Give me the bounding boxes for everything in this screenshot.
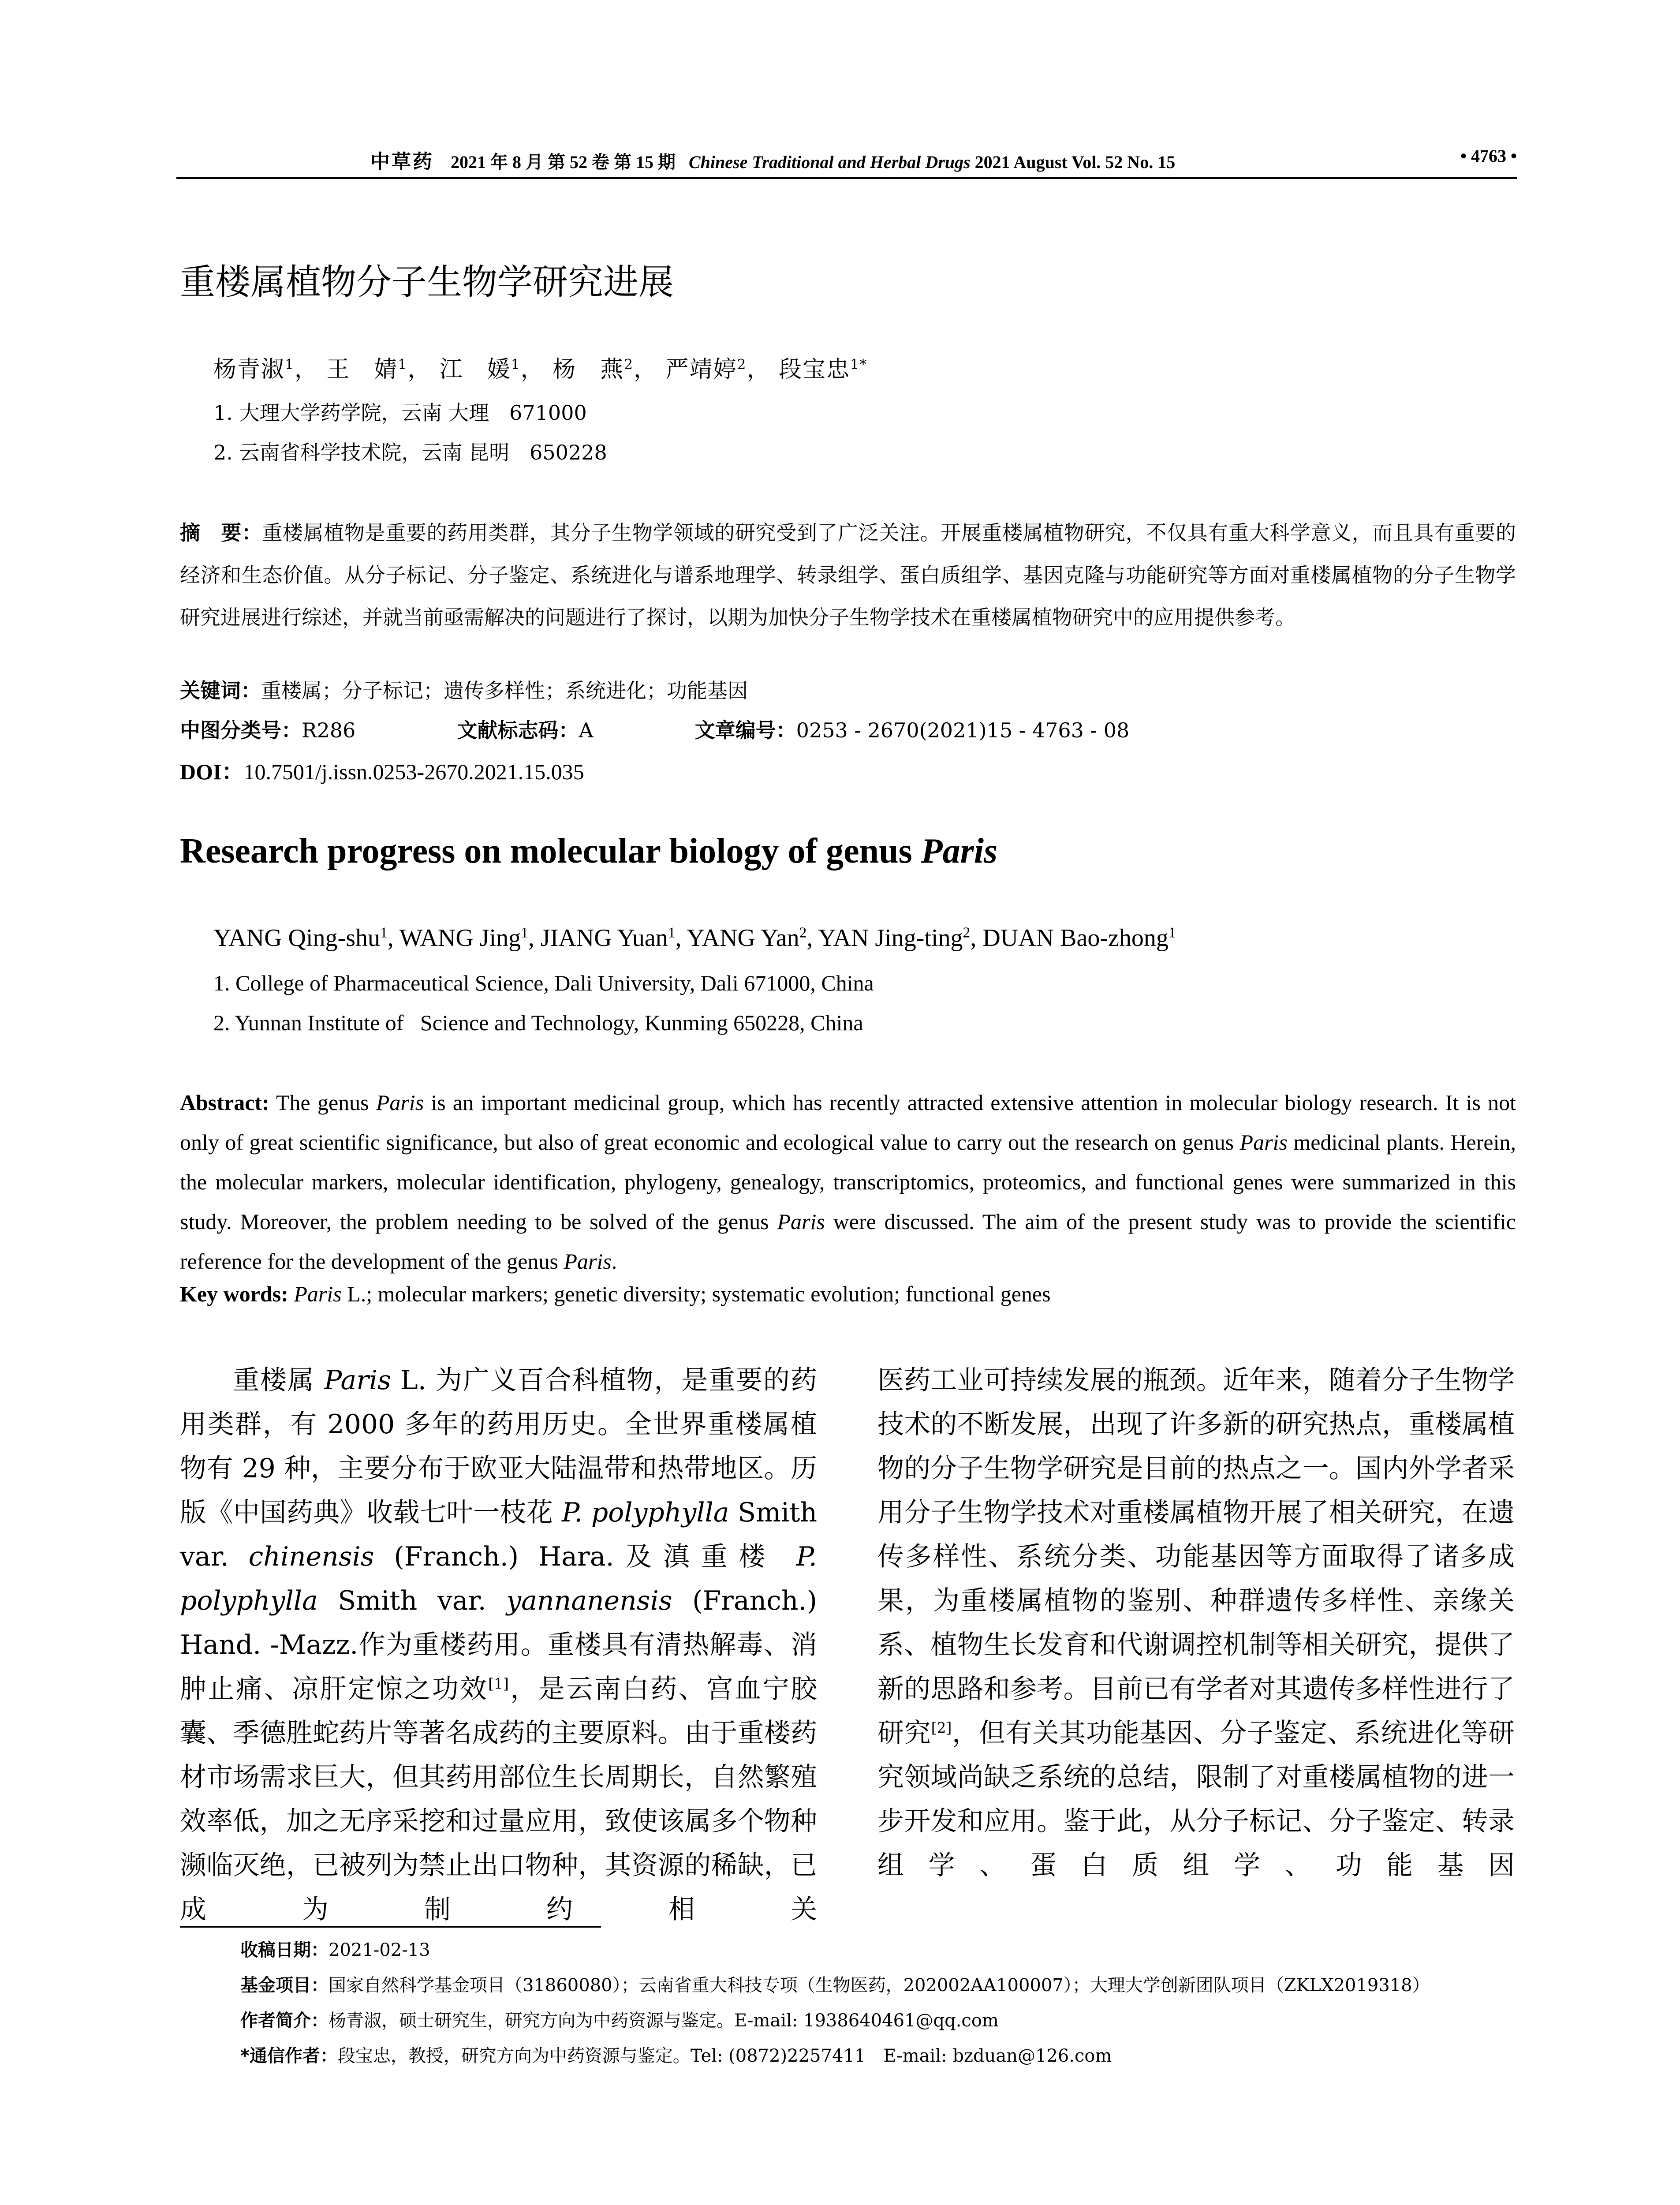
- variety-name: chinensis: [248, 1541, 374, 1572]
- affiliation-en-1: 1. College of Pharmaceutical Science, Dali University, Dali 671000, China: [213, 971, 874, 995]
- genus-name: Paris: [294, 1282, 342, 1306]
- classification-line: [180, 714, 1129, 744]
- author-affil-mark: 2: [624, 356, 634, 373]
- title-en-main: Research progress on molecular biology of genus: [180, 832, 921, 871]
- author-affil-mark: 1: [521, 924, 528, 941]
- body-column-right: [877, 1358, 1515, 1887]
- author-affil-mark: 1: [1168, 924, 1176, 941]
- body-column-left: [180, 1358, 817, 1932]
- author-name: JIANG Yuan: [540, 924, 668, 952]
- author-name: 王 婧: [326, 356, 398, 383]
- doi-link[interactable]: 10.7501/j.issn.0253-2670.2021.15.035: [243, 759, 584, 784]
- abstract-text-en: were discussed. The aim of the present study was to provide the scientific reference for the development of the genus: [180, 1209, 1516, 1274]
- author-name: 严靖婷: [665, 356, 737, 383]
- genus-name: Paris: [1239, 1130, 1288, 1155]
- abstract-text-en: The genus: [269, 1090, 376, 1115]
- footnote-label: *通信作者：: [240, 2046, 338, 2066]
- body-text: (Franch.) Hand. -Mazz.作为重楼药用。重楼具有清热解毒、消肿止痛、凉肝定惊之功效: [180, 1585, 817, 1704]
- doi-line: [180, 754, 584, 786]
- footnote-rule: [180, 1926, 601, 1928]
- journal-name-en: Chinese Traditional and Herbal Drugs: [689, 152, 971, 172]
- author-affil-mark: 2: [799, 924, 807, 941]
- doc-code-label: 文献标志码：: [457, 718, 579, 742]
- species-name: P. polyphylla: [561, 1497, 729, 1528]
- genus-name: Paris: [564, 1249, 612, 1274]
- footnote-text: 国家自然科学基金项目（31860080）；云南省重大科技专项（生物医药，202002AA100007）；大理大学创新团队项目（ZKLX2019318）: [329, 1975, 1430, 1996]
- abstract-text-en: is an important medicinal group, which has recently attracted extensive attention in molecular biology research. It is not only of great scientific significance, but also of great economic and ecological value to carry out the research on genus: [180, 1090, 1516, 1155]
- keywords-label-cn: 关键词：: [180, 679, 261, 703]
- abstract-label-en: Abstract:: [180, 1090, 269, 1115]
- issue-en: 2021 August Vol. 52 No. 15: [974, 152, 1176, 172]
- author-name: WANG Jing: [399, 924, 521, 952]
- article-no-label: 文章编号：: [694, 718, 796, 742]
- issue-cn: 2021 年 8 月 第 52 卷 第 15 期: [451, 152, 676, 172]
- keywords-text-en: L.; molecular markers; genetic diversity; systematic evolution; functional genes: [341, 1282, 1051, 1306]
- article-no-value: 0253 - 2670(2021)15 - 4763 - 08: [796, 718, 1130, 742]
- footnote-label: 收稿日期：: [240, 1940, 329, 1960]
- running-header: [176, 146, 1517, 176]
- doi-label: DOI：: [180, 759, 244, 784]
- author-affil-mark: 1*: [850, 356, 868, 373]
- author-list-cn: 杨青淑$^1$， 王 婧$^1$， 江 媛$^1$， 杨 燕$^2$， 严靖婷$^2$， 段宝忠$^{1*}$: [213, 356, 868, 383]
- author-name: 杨 燕: [553, 356, 624, 383]
- author-affil-mark: 1: [380, 924, 388, 941]
- footnote-label: 基金项目：: [240, 1975, 329, 1996]
- variety-name: yannanensis: [506, 1585, 672, 1616]
- header-rule: [176, 177, 1517, 179]
- abstract-en: [180, 1083, 1516, 1281]
- author-affil-mark: 1: [668, 924, 676, 941]
- body-text: Smith var.: [317, 1585, 507, 1616]
- author-name: 江 媛: [439, 356, 511, 383]
- body-text: (Franch.) Hara.及滇重楼: [374, 1541, 796, 1572]
- affiliation-cn-1: 1. 大理大学药学院，云南 大理 671000: [213, 401, 587, 425]
- footnote-label: 作者简介：: [240, 2011, 329, 2031]
- genus-name: Paris: [324, 1365, 391, 1396]
- abstract-text-cn: 重楼属植物是重要的药用类群，其分子生物学领域的研究受到了广泛关注。开展重楼属植物研究，不仅具有重大科学意义，而且具有重要的经济和生态价值。从分子标记、分子鉴定、系统进化与谱系地理学、转录组学、蛋白质组学、基因克隆与功能研究等方面对重楼属植物的分子生物学研究进展进行综述，并就当前亟需解决的问题进行了探讨，以期为加快分子生物学技术在重楼属植物研究中的应用提供参考。: [180, 521, 1516, 629]
- author-affil-mark: 1: [511, 356, 521, 373]
- footnote-text: 2021-02-13: [329, 1940, 430, 1960]
- body-paragraph: [877, 1358, 1515, 1887]
- keywords-en: [180, 1281, 1051, 1307]
- author-list-en: YANG Qing-shu$^1$, WANG Jing$^1$, JIANG Yuan$^1$, YANG Yan$^2$, YAN Jing-ting$^2$, DUAN Bao-zhong$^1$: [213, 924, 1176, 952]
- author-affil-mark: 1: [285, 356, 295, 373]
- clc-value: R286: [302, 718, 356, 742]
- footnote-text: 段宝忠，教授，研究方向为中药资源与鉴定。Tel: (0872)2257411 E-mail: bzduan@126.com: [337, 2046, 1112, 2066]
- abstract-text-en: medicinal plants. Herein, the molecular markers, molecular identification, phylogeny, genealogy, transcriptomics, proteomics, and functional genes were summarized in this study. Moreover, the problem needing to be solved of the genus: [180, 1130, 1516, 1234]
- abstract-cn: [180, 512, 1516, 639]
- body-text: Smith var.: [180, 1497, 818, 1572]
- journal-info: [370, 146, 1175, 174]
- author-name: DUAN Bao-zhong: [982, 924, 1169, 952]
- footnote-text: 杨青淑，硕士研究生，研究方向为中药资源与鉴定。E-mail: 1938640461@qq.com: [329, 2011, 999, 2031]
- author-name: YANG Yan: [687, 924, 799, 952]
- keywords-text-cn: 重楼属；分子标记；遗传多样性；系统进化；功能基因: [261, 679, 748, 703]
- journal-logo: 中草药: [370, 150, 434, 173]
- doc-code-value: A: [579, 718, 594, 742]
- abstract-text-en: .: [611, 1249, 617, 1274]
- clc-label: 中图分类号：: [180, 718, 302, 742]
- body-paragraph: [180, 1358, 817, 1932]
- citation-ref[interactable]: [2]: [931, 1719, 952, 1736]
- body-text: ，但有关其功能基因、分子鉴定、系统进化等研究领域尚缺乏系统的总结，限制了对重楼属植物的进一步开发和应用。鉴于此，从分子标记、分子鉴定、转录组学、蛋白质组学、功能基因: [877, 1718, 1515, 1881]
- keywords-cn: [180, 675, 748, 704]
- author-affil-mark: 1: [398, 356, 408, 373]
- affiliation-en-2: 2. Yunnan Institute of Science and Technology, Kunming 650228, China: [213, 1010, 863, 1035]
- title-en-genus: Paris: [921, 832, 998, 871]
- species-name: P. polyphylla: [180, 1541, 818, 1616]
- body-text: ，是云南白药、宫血宁胶囊、季德胜蛇药片等著名成药的主要原料。由于重楼药材市场需求巨大，但其药用部位生长周期长，自然繁殖效率低，加之无序采挖和过量应用，致使该属多个物种濒临灭绝，已被列为禁止出口物种，其资源的稀缺，已成为制约相关: [180, 1674, 817, 1925]
- footnote-received: [240, 1936, 430, 1961]
- author-name: 段宝忠: [778, 356, 850, 383]
- paper-title-en: [180, 831, 997, 871]
- genus-name: Paris: [777, 1209, 825, 1234]
- footnote-fund: [240, 1971, 1430, 1996]
- author-affil-mark: 2: [737, 356, 747, 373]
- author-name: YANG Qing-shu: [213, 924, 380, 952]
- body-text: 重楼属: [233, 1365, 324, 1396]
- citation-ref[interactable]: [1]: [488, 1675, 509, 1692]
- body-text: 医药工业可持续发展的瓶颈。近年来，随着分子生物学技术的不断发展，出现了许多新的研究热点，重楼属植物的分子生物学研究是目前的热点之一。国内外学者采用分子生物学技术对重楼属植物开展了相关研究，在遗传多样性、系统分类、功能基因等方面取得了诸多成果，为重楼属植物的鉴别、种群遗传多样性、亲缘关系、植物生长发育和代谢调控机制等相关研究，提供了新的思路和参考。目前已有学者对其遗传多样性进行了研究: [877, 1365, 1515, 1749]
- genus-name: Paris: [376, 1090, 424, 1115]
- author-name: 杨青淑: [213, 356, 285, 383]
- page-number: • 4763 •: [1460, 146, 1517, 166]
- footnote-author: [240, 2007, 999, 2032]
- keywords-label-en: Key words:: [180, 1282, 288, 1306]
- abstract-label-cn: 摘 要：: [180, 521, 262, 545]
- paper-title-cn: 重楼属植物分子生物学研究进展: [180, 262, 674, 303]
- body-text: L. 为广义百合科植物，是重要的药用类群，有 2000 多年的药用历史。全世界重楼属植物有 29 种，主要分布于欧亚大陆温带和热带地区。历版《中国药典》收载七叶一枝花: [180, 1365, 817, 1528]
- footnote-correspondence: [240, 2042, 1112, 2067]
- author-name: YAN Jing-ting: [818, 924, 963, 952]
- author-affil-mark: 2: [963, 924, 971, 941]
- affiliation-cn-2: 2. 云南省科学技术院，云南 昆明 650228: [213, 441, 607, 464]
